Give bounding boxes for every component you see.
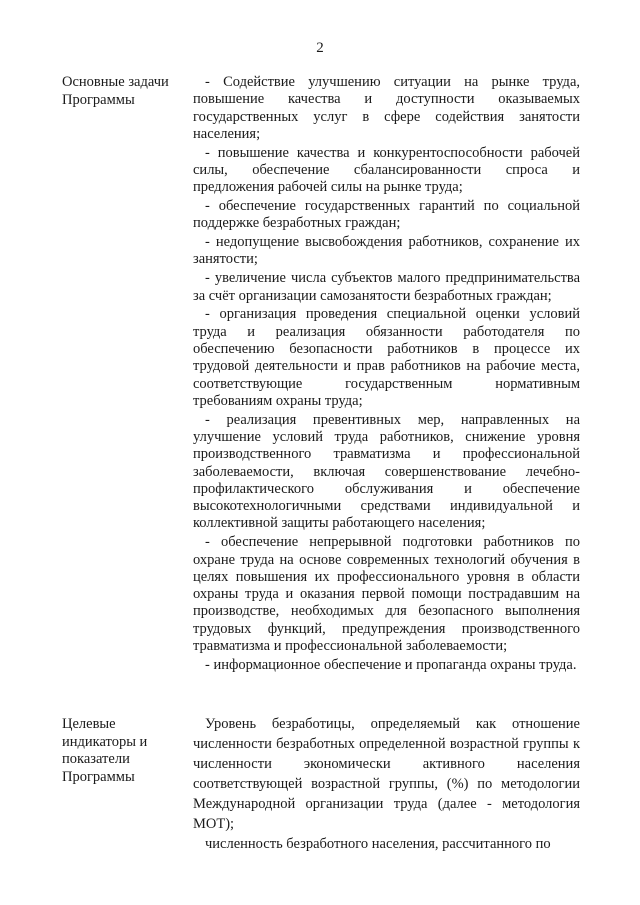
task-item: - недопущение высвобождения работников, сохранение их занятости; bbox=[193, 234, 580, 268]
task-item: - повышение качества и конкурентоспособности рабочей силы, обеспечение сбалансированности спроса и предложения рабочей силы на рынке труда; bbox=[193, 144, 580, 196]
page-number: 2 bbox=[316, 40, 324, 56]
tasks-label: Основные задачи Программы bbox=[62, 74, 169, 108]
tasks-content bbox=[193, 74, 580, 676]
indicators-label: Целевые индикаторы и показатели Программы bbox=[62, 716, 148, 785]
task-item: - обеспечение государственных гарантий по социальной поддержке безработных граждан; bbox=[193, 198, 580, 232]
task-item: - информационное обеспечение и пропаганда охраны труда. bbox=[205, 656, 577, 673]
task-item: - реализация превентивных мер, направленных на улучшение условий труда работников, снижение уровня производственного травматизма и профессиональной заболеваемости, включая совершенствование лечебно-профилактического обслуживания и обеспечение высокотехнологичными средствами индивидуальной и коллективной защиты работающего населения; bbox=[193, 411, 580, 532]
task-item: - Содействие улучшению ситуации на рынке труда, повышение качества и доступности оказываемых государственных услуг в сфере содействия занятости населения; bbox=[193, 74, 580, 142]
task-item: - увеличение числа субъектов малого предпринимательства за счёт организации самозанятости безработных граждан; bbox=[193, 270, 580, 304]
indicators-content bbox=[193, 714, 580, 854]
indicator-item: Уровень безработицы, определяемый как отношение численности безработных определенной возрастной группы к численности экономически активного населения соответствующей возрастной группы, (%) по методологии Международной организации труда (далее - методология МОТ); bbox=[193, 716, 580, 832]
task-item: - организация проведения специальной оценки условий труда и реализация обязанности работодателя по обеспечению безопасности работников в процессе их трудовой деятельности и прав работников на рабочие места, соответствующие государственным нормативным требованиям охраны труда; bbox=[193, 306, 580, 409]
indicator-item: численность безработного населения, рассчитанного по bbox=[205, 836, 551, 852]
task-item: - обеспечение непрерывной подготовки работников по охране труда на основе современных технологий обучения в целях повышения их профессионального уровня в области охраны труда и оказания первой помощи пострадавшим на производстве, необходимых для безопасного выполнения трудовых функций, предупреждения производственного травматизма и профессиональной заболеваемости; bbox=[193, 534, 580, 654]
